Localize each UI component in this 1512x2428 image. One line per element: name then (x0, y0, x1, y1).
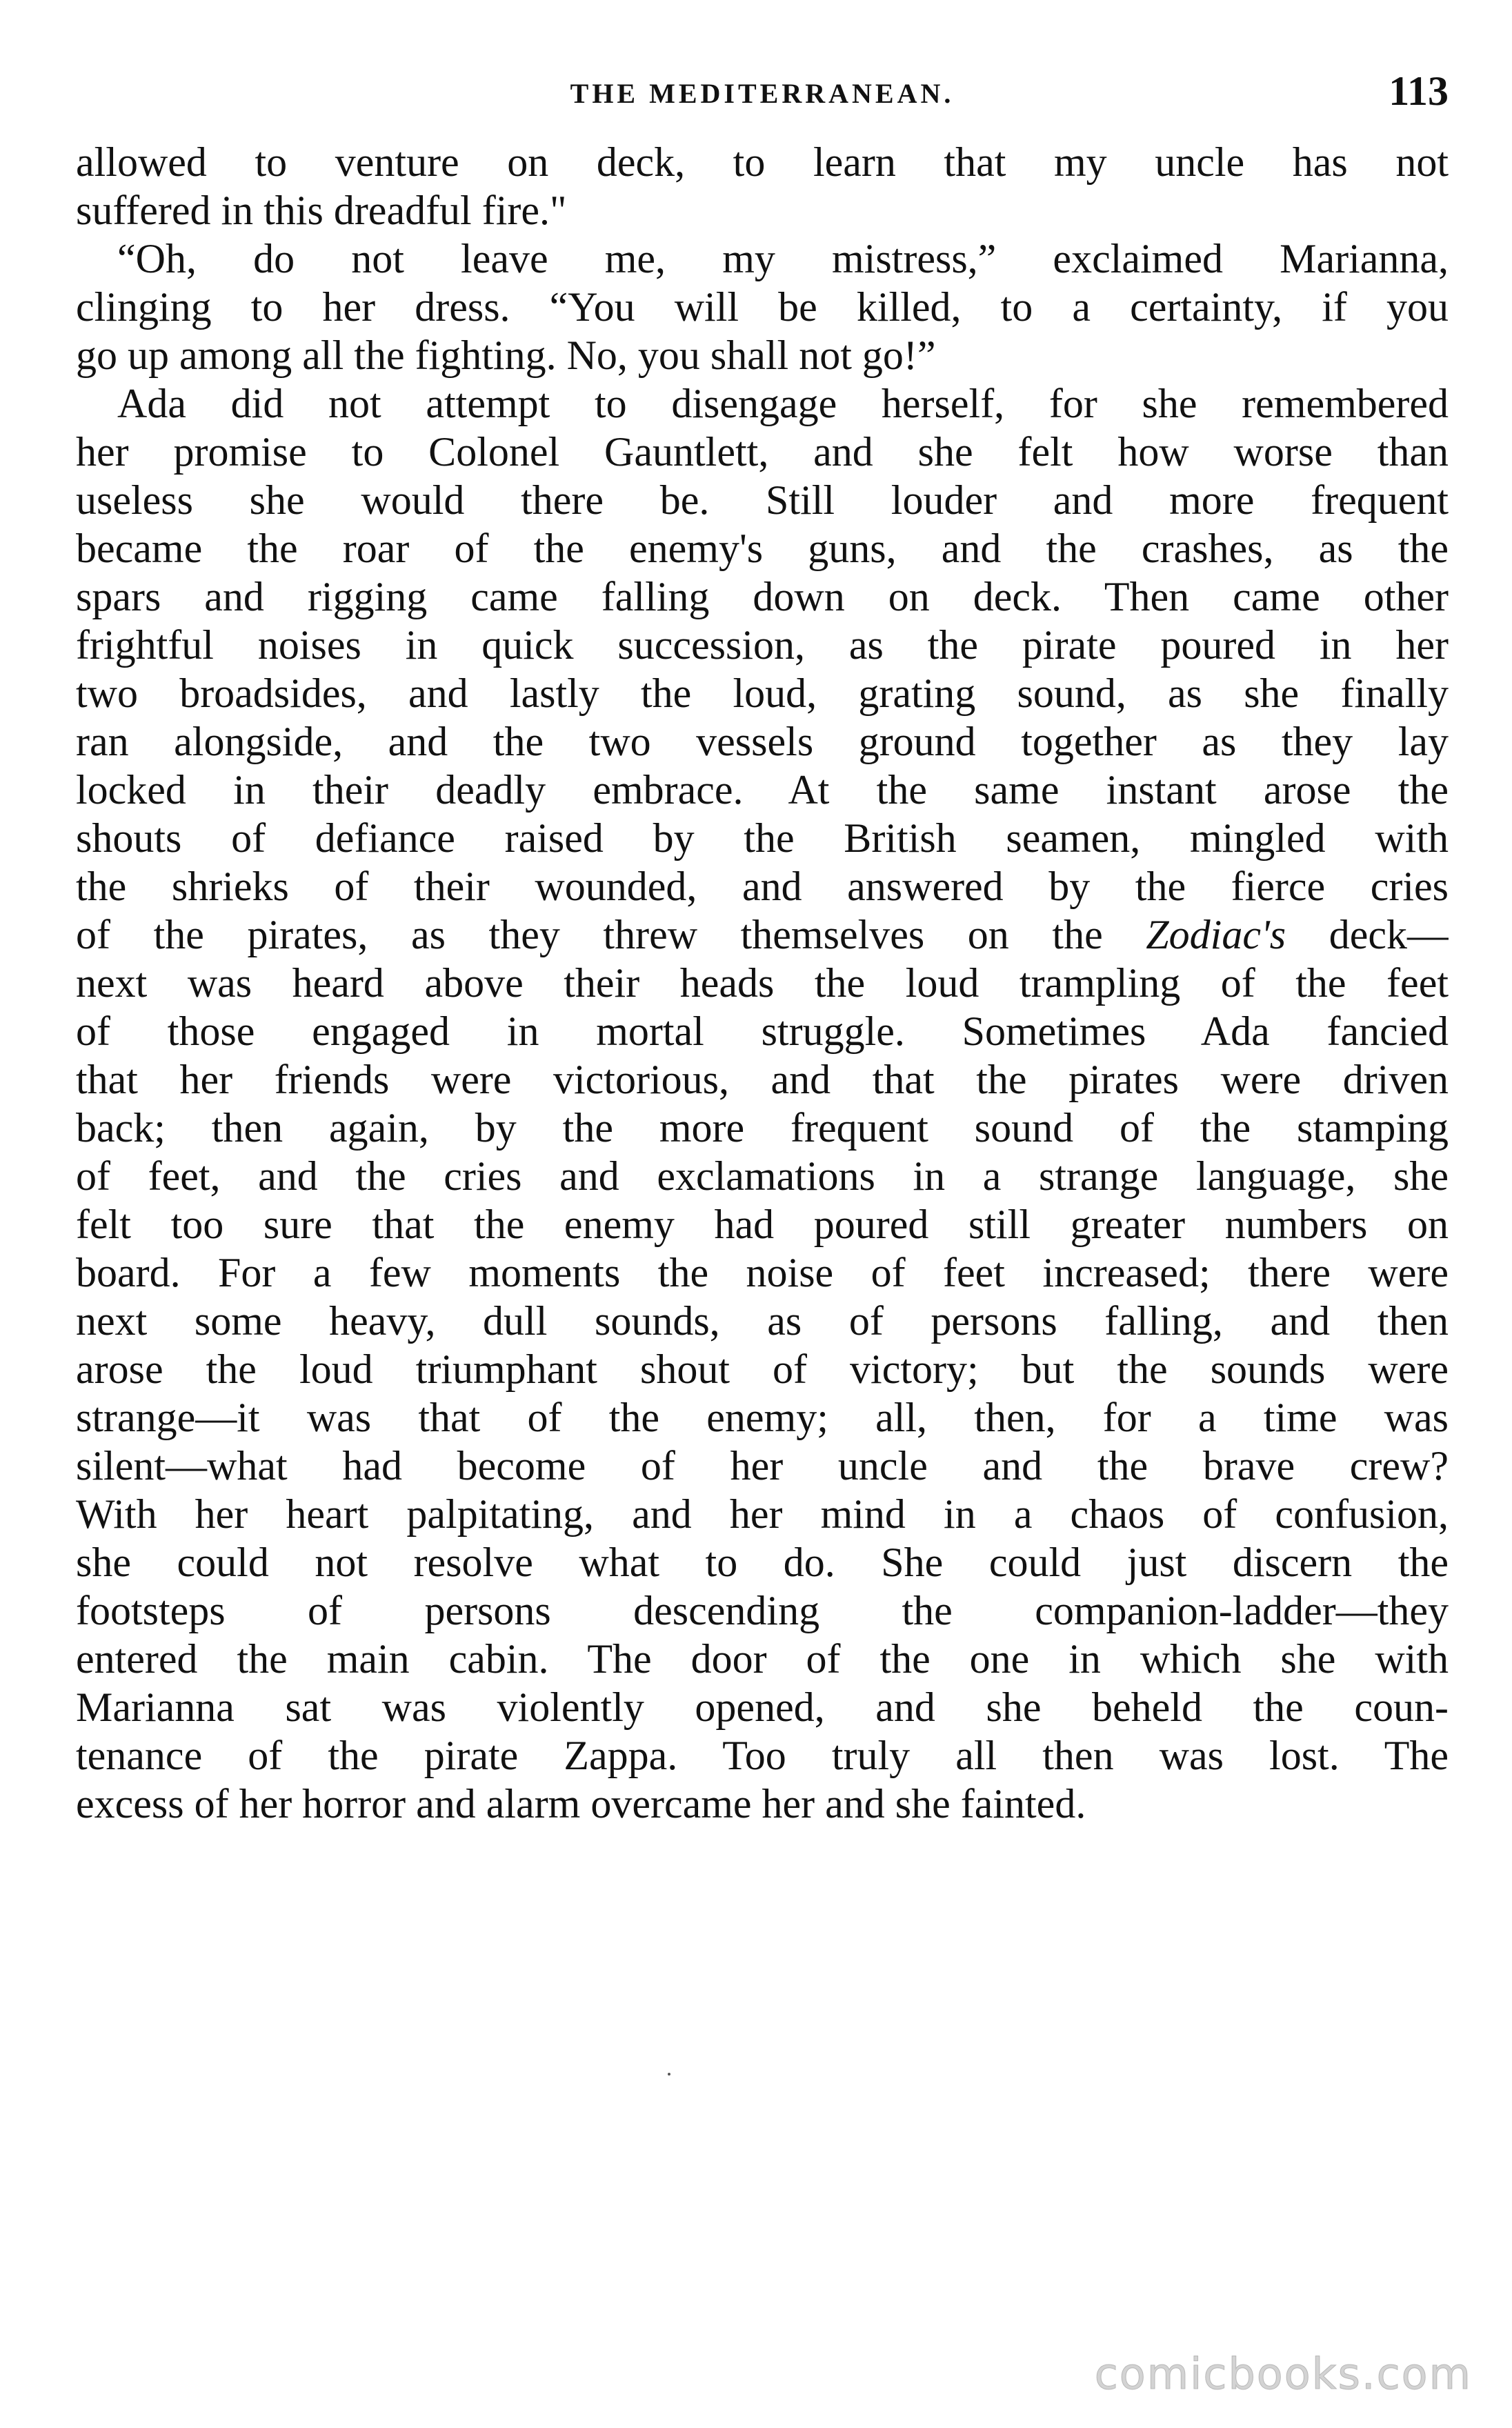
text-line: felt too sure that the enemy had poured still greater numbers on (76, 1202, 1449, 1247)
text-line: board. For a few moments the noise of feet increased; there were (76, 1250, 1449, 1295)
text-line: excess of her horror and alarm overcame her and she fainted. (76, 1781, 1086, 1827)
text-line: silent—what had become of her uncle and the brave crew? (76, 1443, 1449, 1489)
text-line: of those engaged in mortal struggle. Sometimes Ada fancied (76, 1008, 1449, 1054)
text-line: footsteps of persons descending the companion-ladder—they (76, 1588, 1449, 1633)
text-line: the shrieks of their wounded, and answered by the fierce cries (76, 864, 1449, 909)
text-line: tenance of the pirate Zappa. Too truly all then was lost. The (76, 1733, 1449, 1778)
text-line: two broadsides, and lastly the loud, grating sound, as she finally (76, 670, 1449, 716)
text-line: shouts of defiance raised by the British seamen, mingled with (76, 815, 1449, 861)
text-line: became the roar of the enemy's guns, and the crashes, as the (76, 526, 1449, 571)
text-line: go up among all the fighting. No, you shall not go!” (76, 332, 936, 378)
page-number: 113 (1389, 68, 1449, 114)
text-line: her promise to Colonel Gauntlett, and she felt how worse than (76, 429, 1449, 475)
text-line: frightful noises in quick succession, as the pirate poured in her (76, 622, 1449, 668)
text-line: of feet, and the cries and exclamations in a strange language, she (76, 1153, 1449, 1199)
watermark: comicbooks.com (1094, 2349, 1472, 2399)
text-line: back; then again, by the more frequent sound of the stamping (76, 1105, 1449, 1151)
text-line: arose the loud triumphant shout of victory; but the sounds were (76, 1346, 1449, 1392)
text-line: “Oh, do not leave me, my mistress,” exclaimed Marianna, (117, 236, 1449, 281)
text-line: spars and rigging came falling down on deck. Then came other (76, 574, 1449, 619)
text-line: that her friends were victorious, and that the pirates were driven (76, 1057, 1449, 1102)
text-line: suffered in this dreadful fire." (76, 188, 567, 233)
text-line: locked in their deadly embrace. At the same instant arose the (76, 767, 1449, 813)
ship-name: Zodiac's (1146, 912, 1286, 957)
body-text (76, 138, 1449, 1828)
text-line: next was heard above their heads the loud trampling of the feet (76, 960, 1449, 1006)
text-line: With her heart palpitating, and her mind in a chaos of confusion, (76, 1491, 1449, 1537)
text-line: Ada did not attempt to disengage herself, for she remembered (117, 381, 1449, 426)
text-line: entered the main cabin. The door of the one in which she with (76, 1636, 1449, 1682)
text-line: Marianna sat was violently opened, and she beheld the coun- (76, 1684, 1449, 1730)
text-line: she could not resolve what to do. She could just discern the (76, 1540, 1449, 1585)
text-line: ran alongside, and the two vessels ground together as they lay (76, 719, 1449, 764)
text-line: strange—it was that of the enemy; all, then, for a time was (76, 1395, 1449, 1440)
running-title: THE MEDITERRANEAN. (570, 78, 955, 109)
text-line: clinging to her dress. “You will be killed, to a certainty, if you (76, 284, 1449, 330)
text-line: allowed to venture on deck, to learn that my uncle has not (76, 139, 1449, 185)
running-head (76, 68, 1449, 116)
text-line: next some heavy, dull sounds, as of persons falling, and then (76, 1298, 1449, 1344)
text-line: of the pirates, as they threw themselves on the Zodiac's deck— (76, 912, 1449, 957)
ink-speck (668, 2073, 670, 2076)
text-line: useless she would there be. Still louder and more frequent (76, 477, 1449, 523)
